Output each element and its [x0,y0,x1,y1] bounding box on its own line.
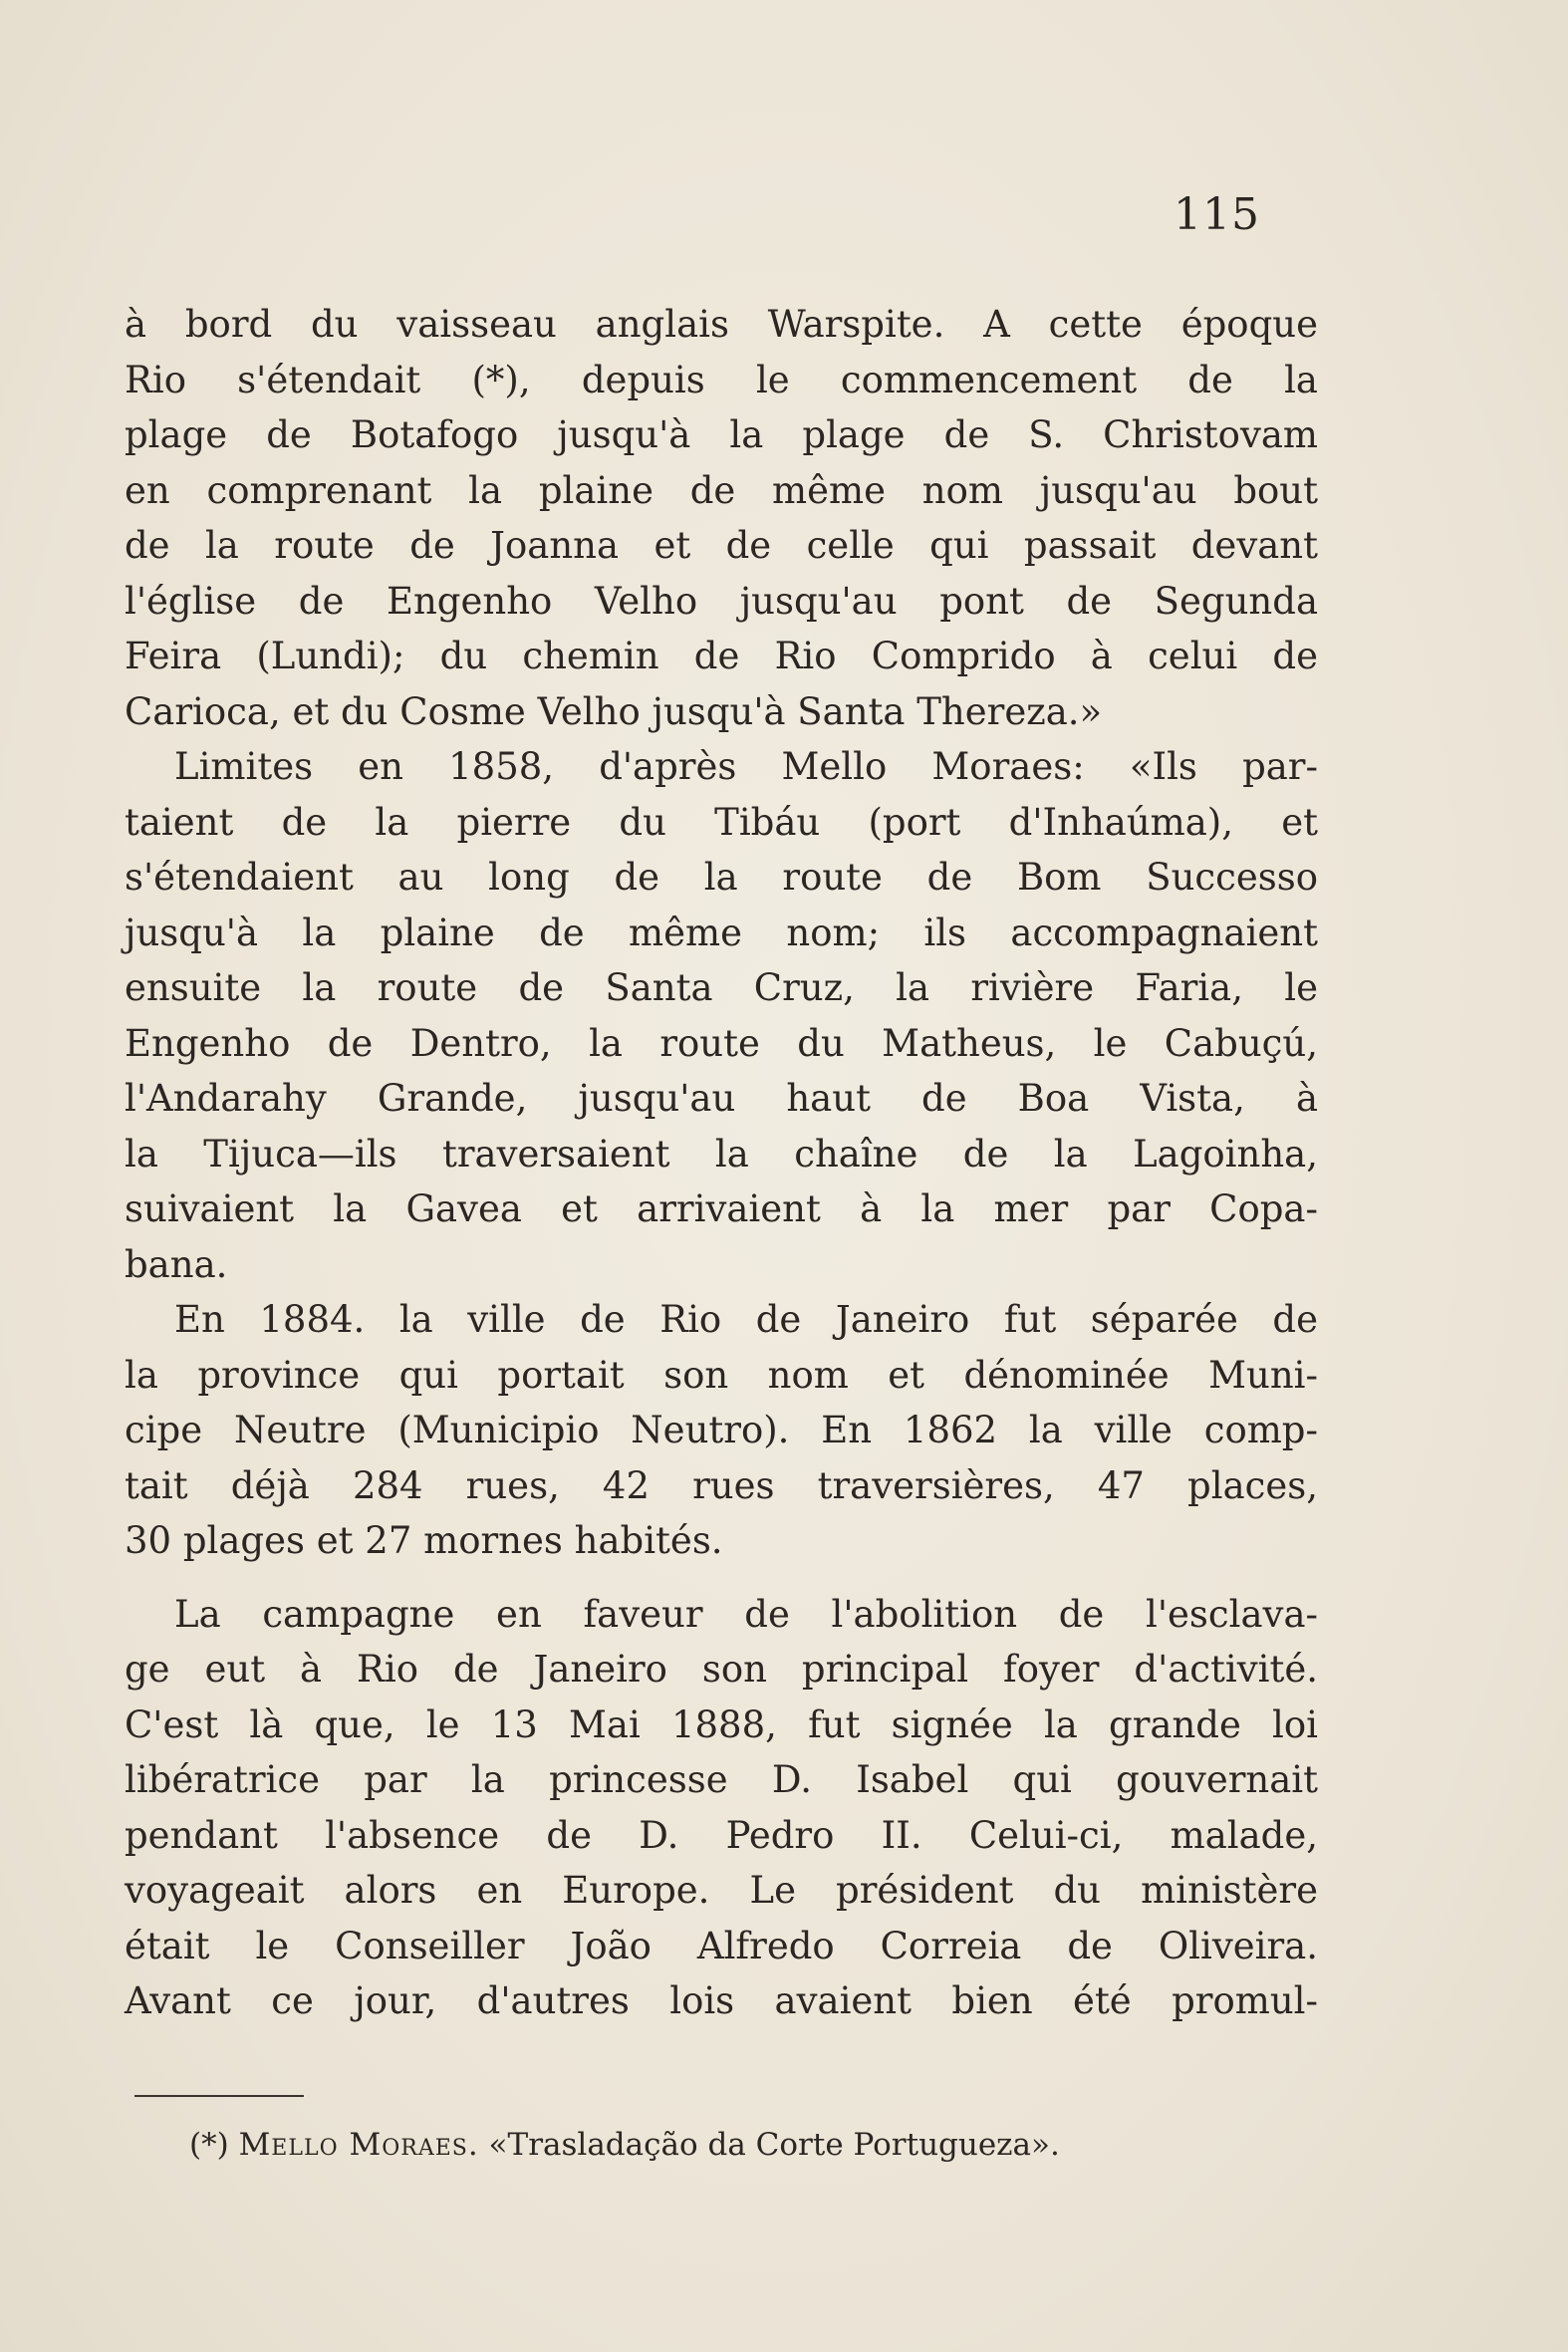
text-line: pendant l'absence de D. Pedro II. Celui-ci, malade, [125,1813,1318,1857]
text-line: de la route de Joanna et de celle qui passait devant [125,524,1318,567]
text-line: La campagne en faveur de l'abolition de l'esclava- [174,1592,1318,1636]
text-line: Carioca, et du Cosme Velho jusqu'à Santa Thereza.» [125,689,1103,733]
text-line: Limites en 1858, d'après Mello Moraes: «Ils par- [174,745,1318,788]
text-line: la province qui portait son nom et dénominée Muni- [125,1353,1318,1397]
footnote [189,2127,1060,2163]
text-line: à bord du vaisseau anglais Warspite. A cette époque [125,303,1318,346]
text-line: plage de Botafogo jusqu'à la plage de S. Christovam [125,413,1318,456]
text-line: Engenho de Dentro, la route du Matheus, le Cabuçú, [125,1021,1318,1065]
page-number: 115 [1174,189,1260,240]
text-line: En 1884. la ville de Rio de Janeiro fut séparée de [174,1298,1318,1341]
text-line: 30 plages et 27 mornes habités. [125,1519,723,1562]
text-line: la Tijuca—ils traversaient la chaîne de la Lagoinha, [125,1132,1318,1176]
text-line: Avant ce jour, d'autres lois avaient bien été promul- [125,1979,1318,2022]
text-line: voyageait alors en Europe. Le président du ministère [125,1869,1318,1912]
text-line: taient de la pierre du Tibáu (port d'Inhaúma), et [125,800,1318,844]
text-line: suivaient la Gavea et arrivaient à la mer par Copa- [125,1187,1318,1230]
text-line: jusqu'à la plaine de même nom; ils accompagnaient [125,911,1318,954]
text-line: libératrice par la princesse D. Isabel qui gouvernait [125,1758,1318,1801]
text-line: ge eut à Rio de Janeiro son principal foyer d'activité. [125,1648,1318,1691]
text-line: C'est là que, le 13 Mai 1888, fut signée la grande loi [125,1702,1318,1746]
text-line: ensuite la route de Santa Cruz, la rivière Faria, le [125,966,1318,1009]
footnote-title: «Trasladação da Corte Portugueza». [488,2127,1060,2163]
footnote-marker: (*) [189,2127,229,2163]
text-line: en comprenant la plaine de même nom jusqu'au bout [125,468,1318,512]
text-line: l'église de Engenho Velho jusqu'au pont de Segunda [125,579,1318,623]
text-line: l'Andarahy Grande, jusqu'au haut de Boa Vista, à [125,1077,1318,1120]
text-line: était le Conseiller João Alfredo Correia de Oliveira. [125,1924,1318,1967]
body-text [125,297,1318,2029]
footnote-divider [134,2095,304,2097]
text-line: s'étendaient au long de la route de Bom Successo [125,856,1318,899]
text-line: tait déjà 284 rues, 42 rues traversières, 47 places, [125,1463,1318,1507]
text-line: Rio s'étendait (*), depuis le commencement de la [125,358,1318,401]
text-line: cipe Neutre (Municipio Neutro). En 1862 la ville comp- [125,1409,1318,1451]
text-line: Feira (Lundi); du chemin de Rio Comprido à celui de [125,635,1318,677]
text-line: bana. [125,1242,228,1286]
footnote-author: Mello Moraes. [238,2127,479,2163]
